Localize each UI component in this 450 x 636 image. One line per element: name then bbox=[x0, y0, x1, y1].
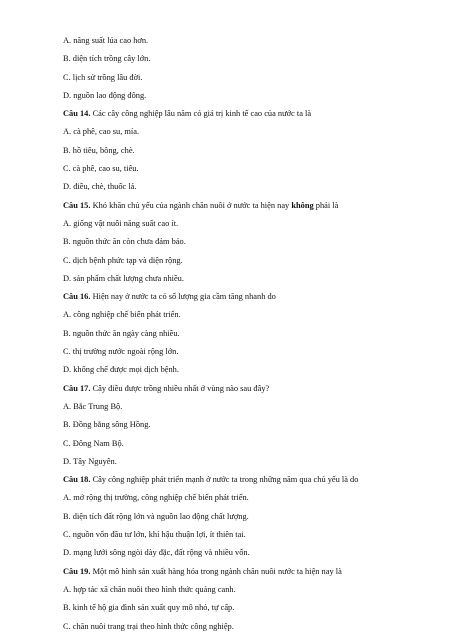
emphasis-word: không bbox=[291, 200, 314, 210]
answer-option: D. sản phẩm chất lượng chưa nhiều. bbox=[63, 273, 184, 283]
question-text: Các cây công nghiệp lâu năm có giá trị kinh tế cao của nước ta là bbox=[90, 109, 312, 119]
question-list bbox=[63, 32, 433, 636]
answer-option: D. Tây Nguyên. bbox=[63, 456, 117, 466]
answer-option: D. mạng lưới sông ngòi dày đặc, đất rộng và nhiều vốn. bbox=[63, 548, 250, 558]
answer-option: B. Đồng bằng sông Hồng. bbox=[63, 420, 151, 430]
question-number: Câu 18. bbox=[63, 475, 91, 485]
question-number: Câu 16. bbox=[63, 292, 91, 302]
answer-option: A. hợp tác xã chăn nuôi theo hình thức quảng canh. bbox=[63, 584, 236, 594]
answer-option: D. điều, chè, thuốc lá. bbox=[63, 182, 137, 192]
answer-option: A. mở rộng thị trường, công nghiệp chế biến phát triển. bbox=[63, 493, 249, 503]
answer-option: C. chăn nuôi trang trại theo hình thức công nghiệp. bbox=[63, 621, 234, 631]
question-text-end: phải là bbox=[313, 200, 339, 210]
question bbox=[63, 563, 433, 581]
answer-option: C. nguồn vốn đầu tư lớn, khí hậu thuận lợi, ít thiên tai. bbox=[63, 530, 246, 540]
question-number: Câu 15. bbox=[63, 200, 91, 210]
question-number: Câu 14. bbox=[63, 109, 91, 119]
question-text: Cây điều được trồng nhiều nhất ở vùng nào sau đây? bbox=[90, 383, 270, 393]
answer-option: B. kinh tế hộ gia đình sản xuất quy mô nhỏ, tự cấp. bbox=[63, 603, 235, 613]
answer-option: B. nguồn thức ăn còn chưa đảm bảo. bbox=[63, 237, 186, 247]
question-number: Câu 19. bbox=[63, 566, 91, 576]
answer-option: A. Bắc Trung Bộ. bbox=[63, 401, 123, 411]
answer-option: C. dịch bệnh phức tạp và diện rộng. bbox=[63, 255, 183, 265]
answer-option: B. diện tích đất rộng lớn và nguồn lao động chất lượng. bbox=[63, 511, 249, 521]
answer-option: D. không chế được mọi dịch bệnh. bbox=[63, 365, 179, 375]
answer-option: B. hồ tiêu, bông, chè. bbox=[63, 145, 135, 155]
question bbox=[63, 380, 433, 398]
question-text: Một mô hình sản xuất hàng hóa trong ngành chăn nuôi nước ta hiện nay là bbox=[90, 566, 342, 576]
question-text: Hiện nay ở nước ta có số lượng gia cầm tăng nhanh do bbox=[90, 292, 276, 302]
answer-option: A. cà phê, cao su, mía. bbox=[63, 127, 140, 137]
answer-option: C. lịch sử trồng lâu đời. bbox=[63, 72, 143, 82]
answer-option: C. thị trường nước ngoài rộng lớn. bbox=[63, 347, 179, 357]
question-text: Cây công nghiệp phát triển mạnh ở nước ta trong những năm qua chủ yếu là do bbox=[90, 475, 359, 485]
answer-option: D. nguồn lao động đông. bbox=[63, 90, 147, 100]
question bbox=[63, 105, 433, 123]
answer-option: B. nguồn thức ăn ngày càng nhiều. bbox=[63, 328, 180, 338]
question-number: Câu 17. bbox=[63, 383, 91, 393]
question bbox=[63, 288, 433, 306]
question bbox=[63, 471, 433, 489]
answer-option: A. năng suất lúa cao hơn. bbox=[63, 36, 149, 45]
answer-option: C. Đông Nam Bộ. bbox=[63, 438, 124, 448]
answer-option: A. công nghiệp chế biến phát triển. bbox=[63, 310, 181, 320]
question-text: Khó khăn chủ yếu của ngành chăn nuôi ở nước ta hiện nay bbox=[90, 200, 292, 210]
answer-option: B. diện tích trồng cây lớn. bbox=[63, 54, 151, 64]
question bbox=[63, 197, 433, 215]
answer-option: A. giống vật nuôi năng suất cao ít. bbox=[63, 218, 179, 228]
answer-option: C. cà phê, cao su, tiêu. bbox=[63, 164, 139, 174]
